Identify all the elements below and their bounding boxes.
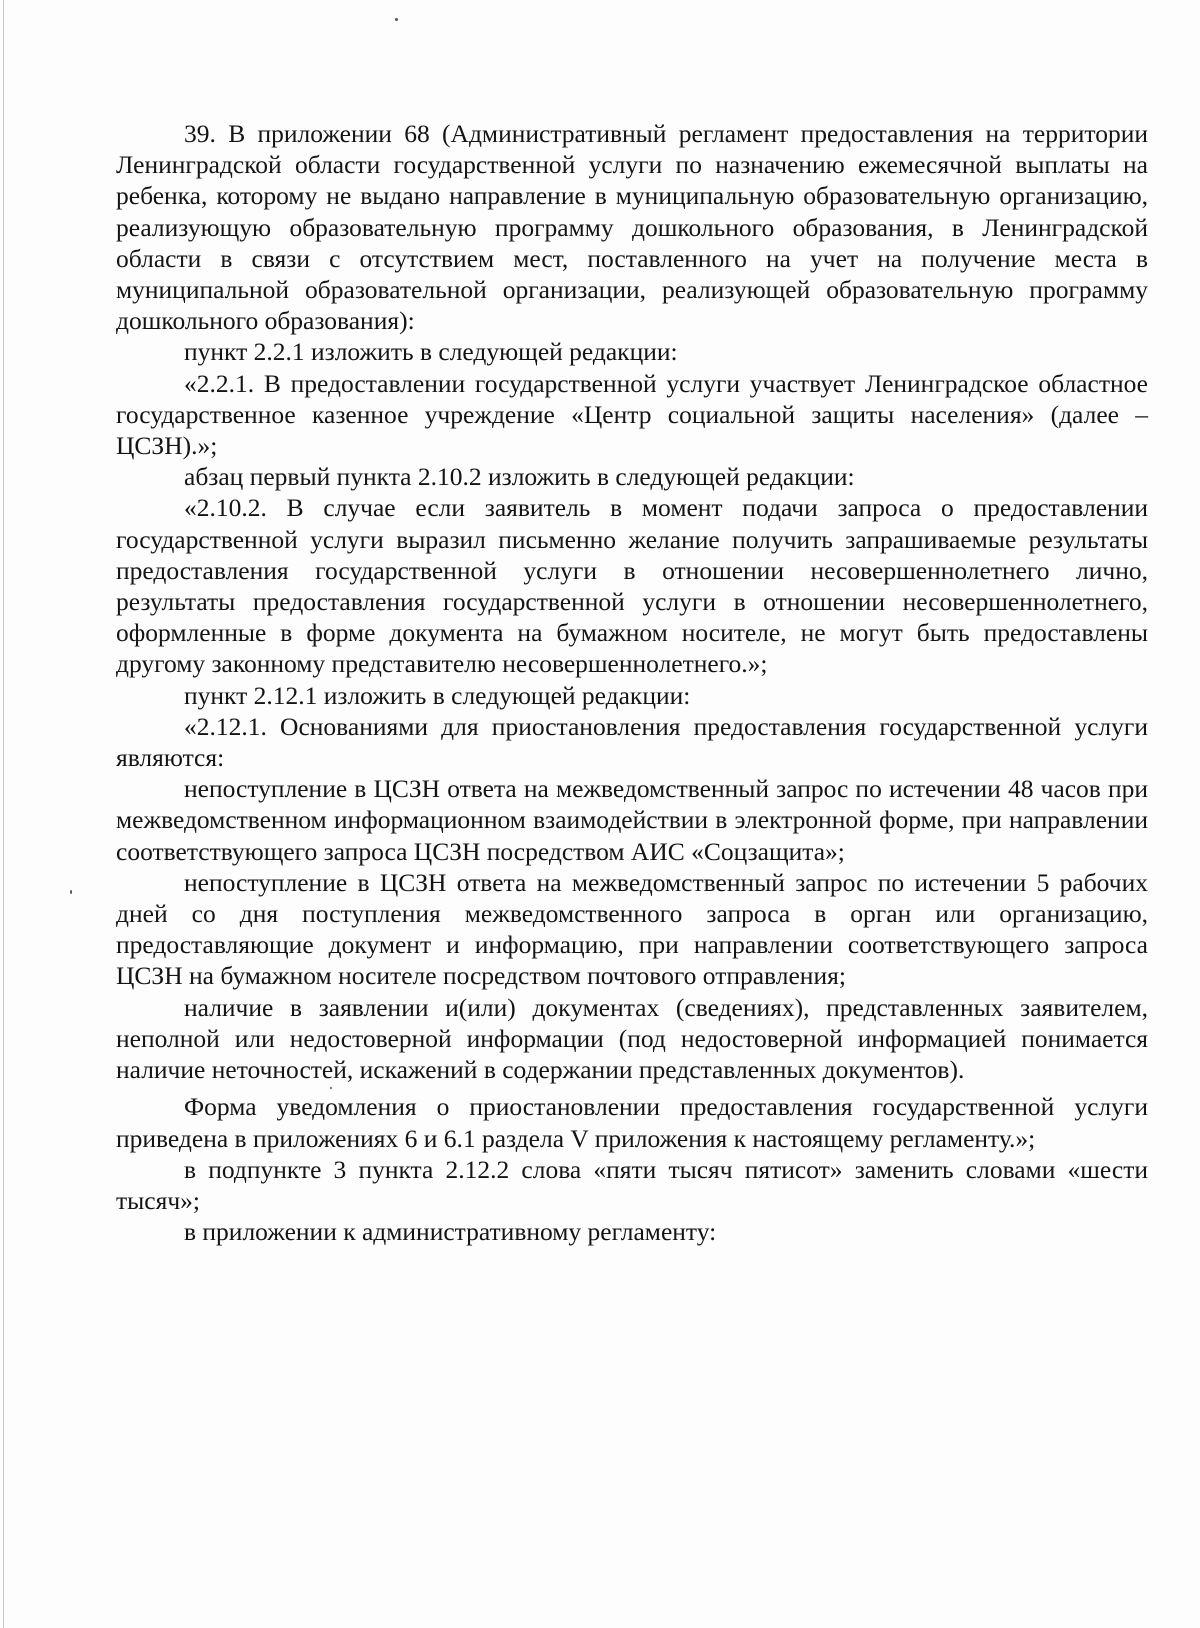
paragraph-item-39: 39. В приложении 68 (Административный регламент предоставления на территории Ленинградской области государственной услуги по назначению ежемесячной выплаты на ребенка, которому не выдано направление в муниципальную образовательную организацию, реализующую образовательную программу дошкольного образования, в Ленинградской области в связи с отсутствием мест, поставленного на учет на получение места в муниципальной образовательной организации, реализующей образовательную программу дошкольного образования):: [116, 119, 1148, 336]
paragraph-notice-form: Форма уведомления о приостановлении предоставления государственной услуги приведена в приложениях 6 и 6.1 раздела V приложения к настоящему регламенту.»;: [116, 1092, 1148, 1153]
paragraph-ground: непоступление в ЦСЗН ответа на межведомственный запрос по истечении 5 рабочих дней со дня поступления межведомственного запроса в орган или организацию, предоставляющие документ и информацию, при направлении соответствующего запроса ЦСЗН на бумажном носителе посредством почтового отправления;: [116, 867, 1148, 991]
paragraph-instruction: в приложении к административному регламенту:: [184, 1217, 717, 1247]
scan-edge-line: [3, 0, 4, 1628]
paragraph-quote: «2.10.2. В случае если заявитель в момент подачи запроса о предоставлении государственной услуги выразил письменно желание получить запрашиваемые результаты предоставления государственной услуги в отношении несовершеннолетнего лично, результаты предоставления государственной услуги в отношении несовершеннолетнего, оформленные в форме документа на бумажном носителе, не могут быть предоставлены другому законному представителю несовершеннолетнего.»;: [116, 493, 1148, 679]
paragraph-ground: непоступление в ЦСЗН ответа на межведомственный запрос по истечении 48 часов при межведомственном информационном взаимодействии в электронной форме, при направлении соответствующего запроса ЦСЗН посредством АИС «Соцзащита»;: [116, 774, 1148, 866]
document-body: [116, 118, 1148, 1247]
paragraph-ground: наличие в заявлении и(или) документах (сведениях), представленных заявителем, неполной или недостоверной информации (под недостоверной информацией понимается наличие неточностей, искажений в содержании представленных документов).: [116, 992, 1148, 1085]
paragraph-instruction: пункт 2.2.1 изложить в следующей редакции:: [184, 337, 678, 367]
scan-speck: [70, 890, 72, 894]
paragraph-instruction: пункт 2.12.1 изложить в следующей редакции:: [184, 680, 691, 710]
paragraph-instruction: абзац первый пункта 2.10.2 изложить в следующей редакции:: [184, 462, 855, 492]
paragraph-instruction: в подпункте 3 пункта 2.12.2 слова «пяти тысяч пятисот» заменить словами «шести тысяч»;: [116, 1154, 1148, 1215]
paragraph-quote: «2.2.1. В предоставлении государственной услуги участвует Ленинградское областное государственное казенное учреждение «Центр социальной защиты населения» (далее – ЦСЗН).»;: [116, 368, 1148, 461]
paragraph-quote: «2.12.1. Основаниями для приостановления предоставления государственной услуги являются:: [116, 711, 1148, 773]
scan-speck: [395, 18, 398, 21]
